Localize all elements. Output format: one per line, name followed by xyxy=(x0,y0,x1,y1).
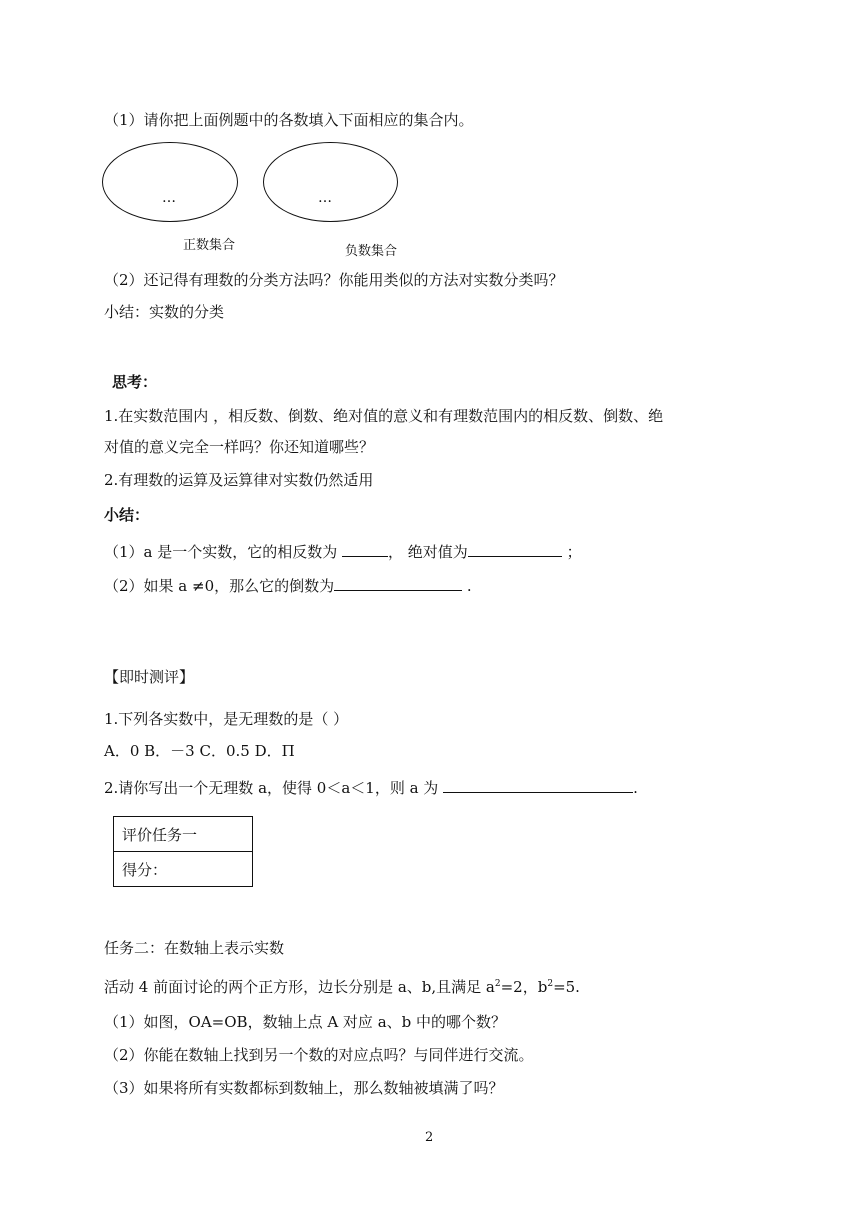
positive-set-label: 正数集合 xyxy=(183,238,236,253)
think-item-1-line-1: 1.在实数范围内 ，相反数、倒数、绝对值的意义和有理数范围内的相反数、倒数、绝 xyxy=(104,407,664,425)
negative-set-label: 负数集合 xyxy=(345,244,398,259)
think-item-2: 2.有理数的运算及运算律对实数仍然适用 xyxy=(104,471,374,489)
activity-4-text-a: 活动 4 前面讨论的两个正方形，边长分别是 a、b,且满足 a xyxy=(104,978,495,996)
summary-line-2-text-b: . xyxy=(462,577,472,595)
negative-set-ellipse xyxy=(263,142,398,222)
think-heading: 思考： xyxy=(112,373,158,391)
quiz-question-1-options: A．0 B．－3 C．0.5 D．Π xyxy=(104,742,295,760)
absolute-value-blank[interactable] xyxy=(468,540,562,557)
summary-line-1-text-a: （1）a 是一个实数，它的相反数为 xyxy=(104,543,343,561)
reciprocal-blank[interactable] xyxy=(334,574,462,591)
quiz-question-1: 1.下列各实数中，是无理数的是（ ） xyxy=(104,710,349,728)
quiz-heading: 【即时测评】 xyxy=(104,668,195,686)
summary-heading: 小结： xyxy=(104,506,150,524)
quiz-question-2-end: . xyxy=(633,779,638,797)
irrational-number-blank[interactable] xyxy=(443,776,633,793)
evaluation-task-title: 评价任务一 xyxy=(114,817,253,852)
summary-line-1-text-c: ； xyxy=(561,543,582,561)
summary-line-2 xyxy=(104,574,472,596)
task-2-question-1: （1）如图，OA=OB，数轴上点 A 对应 a、b 中的哪个数？ xyxy=(104,1013,507,1031)
page-number: 2 xyxy=(425,1130,434,1145)
evaluation-table xyxy=(113,816,253,887)
summary-classification: 小结：实数的分类 xyxy=(104,303,225,321)
positive-set-ellipse xyxy=(102,142,238,222)
question-2-classify: （2）还记得有理数的分类方法吗？你能用类似的方法对实数分类吗？ xyxy=(104,271,564,289)
think-item-1-line-2: 对值的意义完全一样吗？你还知道哪些？ xyxy=(104,438,375,456)
activity-4-text-b: =2，b xyxy=(500,978,548,996)
summary-line-2-text-a: （2）如果 a ≠0，那么它的倒数为 xyxy=(104,577,335,595)
opposite-number-blank[interactable] xyxy=(342,540,388,557)
summary-line-1-text-b: ， 绝对值为 xyxy=(388,543,468,561)
task-2-heading: 任务二：在数轴上表示实数 xyxy=(104,939,285,957)
activity-4-superscript-a: 2 xyxy=(494,979,501,989)
task-2-question-2: （2）你能在数轴上找到另一个数的对应点吗？与同伴进行交流。 xyxy=(104,1046,534,1064)
negative-set-ellipsis: … xyxy=(318,190,333,206)
score-label[interactable]: 得分： xyxy=(114,852,253,887)
quiz-question-2 xyxy=(104,776,638,798)
activity-4-text-c: =5. xyxy=(553,978,580,996)
summary-line-1 xyxy=(104,540,582,562)
activity-4 xyxy=(104,977,580,997)
activity-4-superscript-b: 2 xyxy=(547,979,554,989)
question-1-sets: （1）请你把上面例题中的各数填入下面相应的集合内。 xyxy=(104,111,474,129)
task-2-question-3: （3）如果将所有实数都标到数轴上，那么数轴被填满了吗？ xyxy=(104,1079,504,1097)
positive-set-ellipsis: … xyxy=(162,190,177,206)
quiz-question-2-text: 2.请你写出一个无理数 a，使得 0＜a＜1，则 a 为 xyxy=(104,779,444,797)
